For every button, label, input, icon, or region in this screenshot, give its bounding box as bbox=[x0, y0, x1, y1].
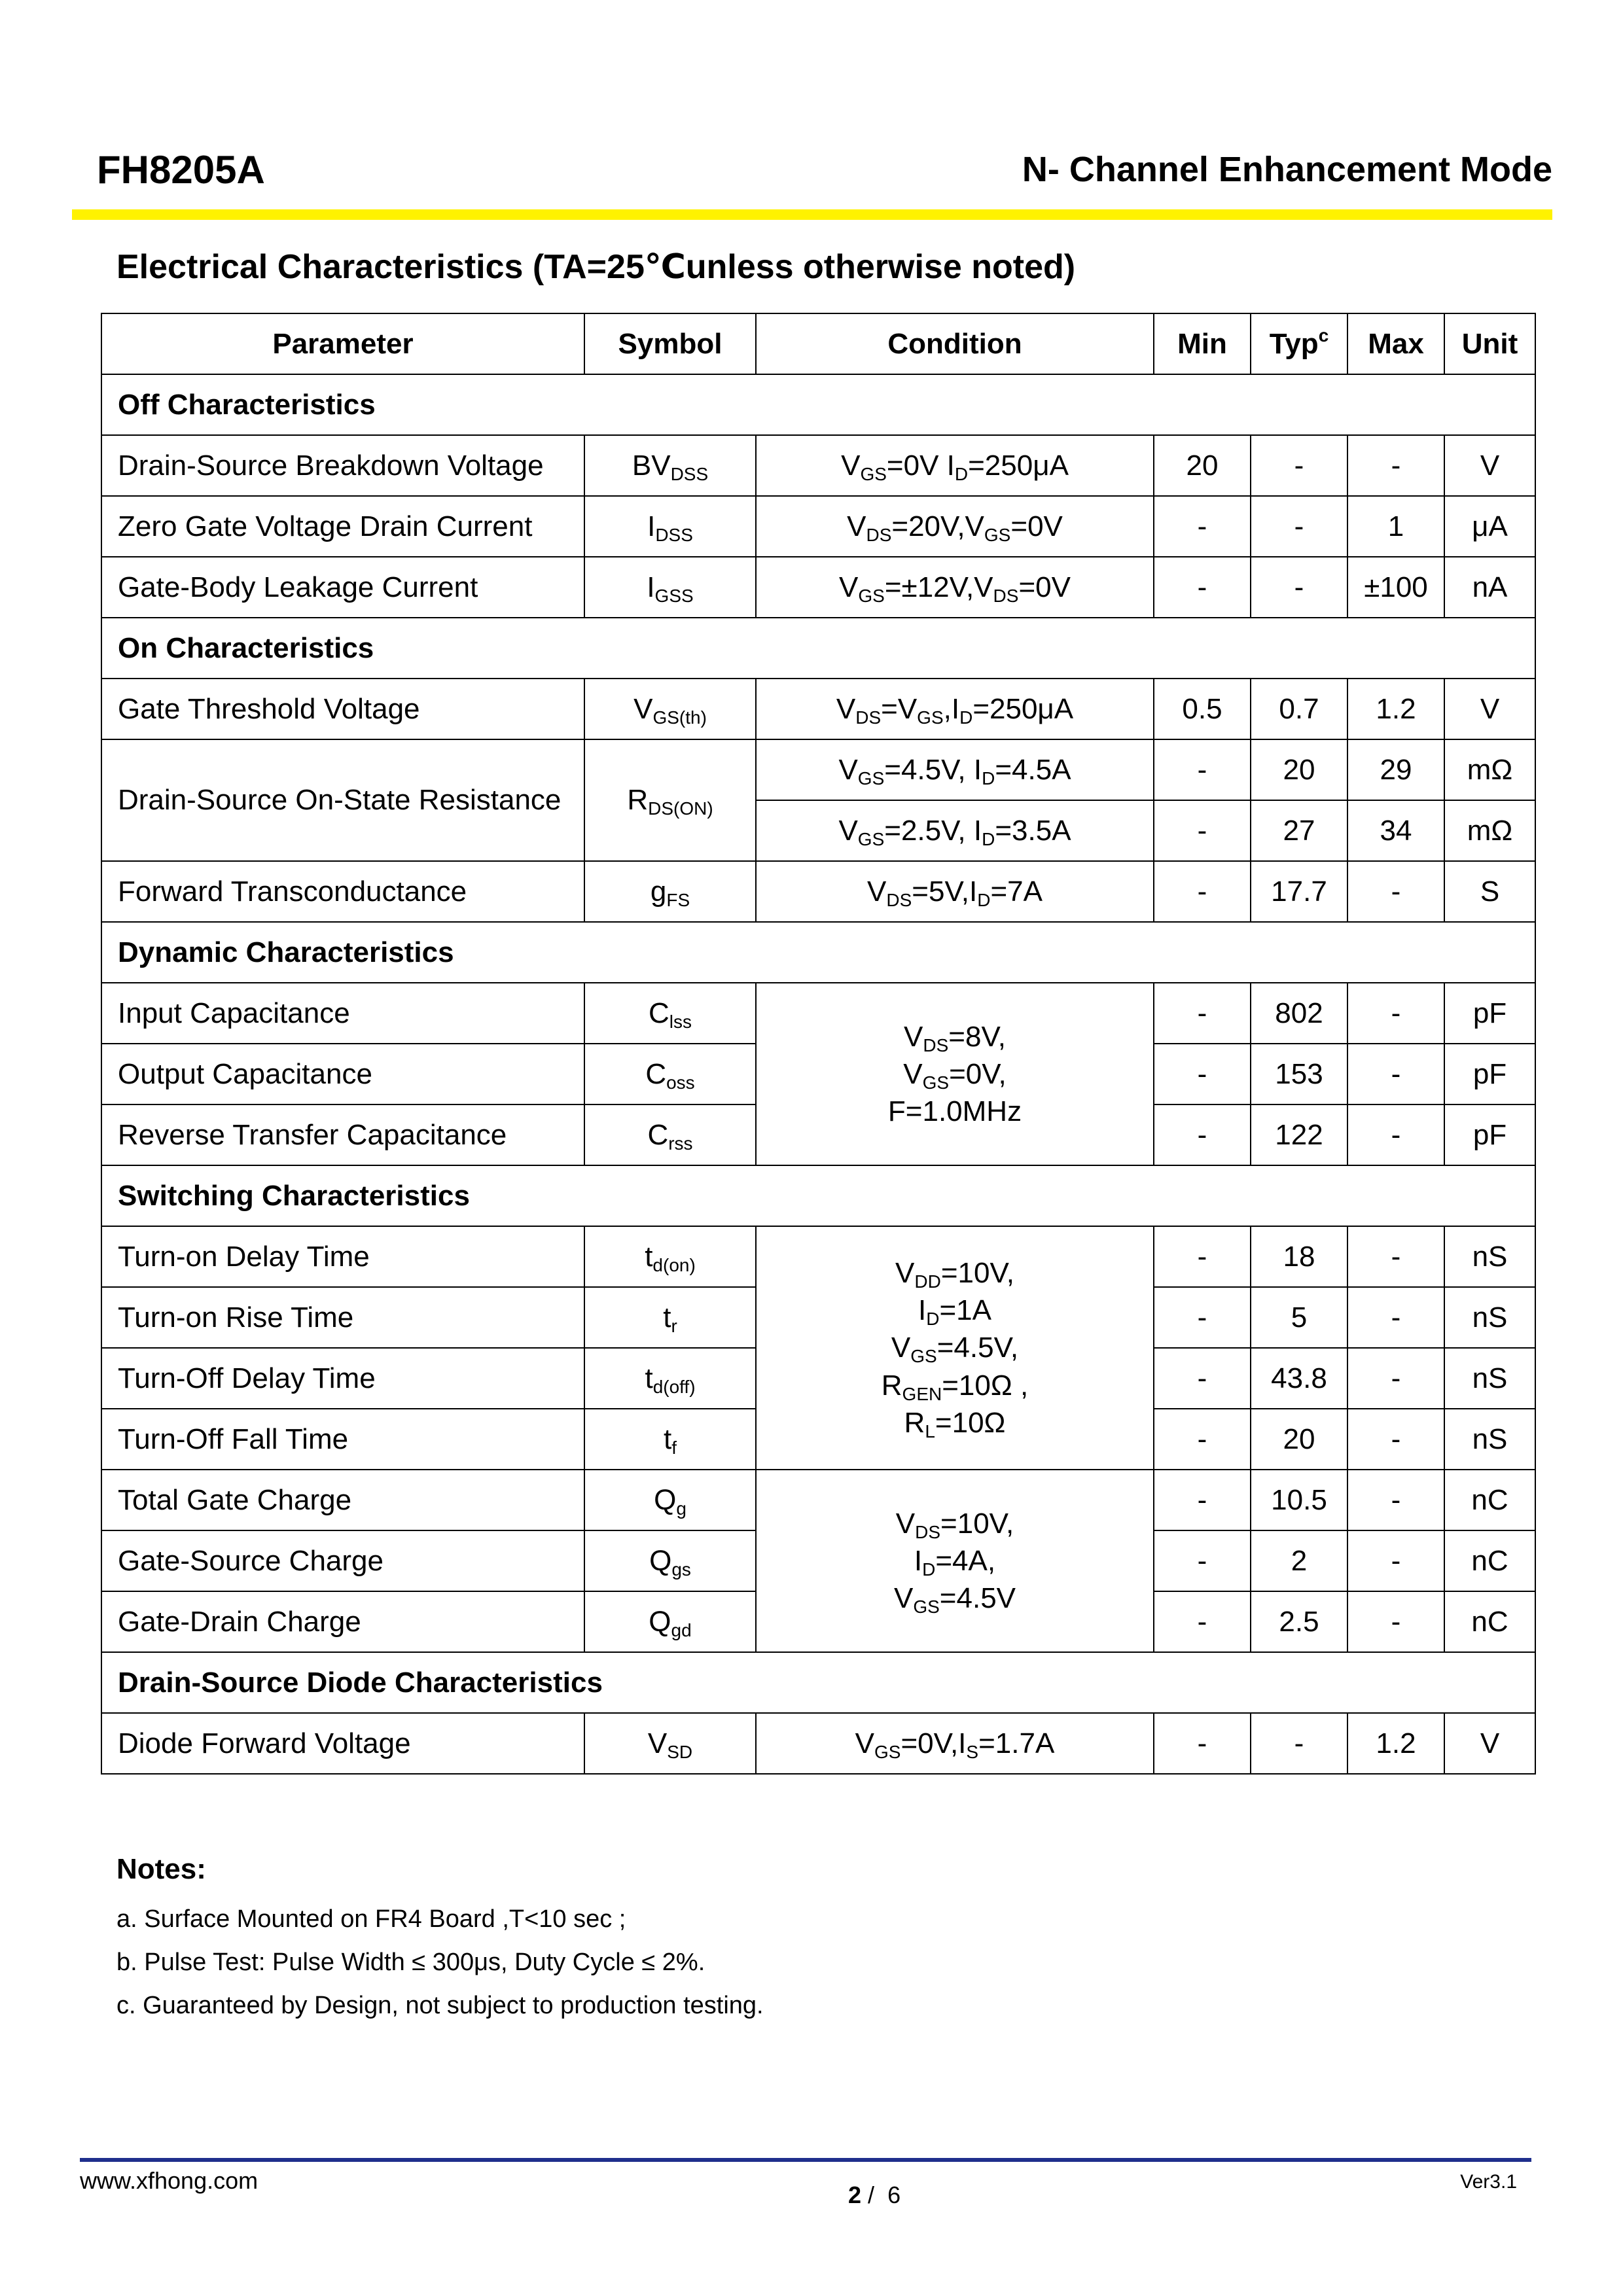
param-cell: Diode Forward Voltage bbox=[101, 1713, 584, 1774]
min-cell: - bbox=[1154, 1287, 1251, 1348]
page-number: 2 / 6 bbox=[848, 2181, 901, 2208]
max-cell: - bbox=[1347, 861, 1444, 922]
max-cell: - bbox=[1347, 1348, 1444, 1409]
symbol-cell: $t_{d(on)}$ bbox=[584, 1226, 756, 1287]
symbol-cell: $C_{oss}$ bbox=[584, 1044, 756, 1104]
typ-cell: 20 bbox=[1251, 739, 1347, 800]
min-cell: - bbox=[1154, 739, 1251, 800]
typ-cell: 10.5 bbox=[1251, 1470, 1347, 1530]
unit-cell: nS bbox=[1444, 1287, 1535, 1348]
unit-cell: V bbox=[1444, 435, 1535, 496]
min-cell: - bbox=[1154, 1104, 1251, 1165]
max-cell: - bbox=[1347, 983, 1444, 1044]
unit-cell: nC bbox=[1444, 1591, 1535, 1652]
table-row bbox=[101, 557, 1535, 618]
header-min: Min bbox=[1154, 313, 1251, 374]
condition-cell: $V_{GS}=\pm 12V,V_{DS}=0V$ bbox=[756, 557, 1154, 618]
param-cell: Gate-Body Leakage Current bbox=[101, 557, 584, 618]
electrical-characteristics-table bbox=[101, 313, 1536, 1775]
symbol-cell: $I_{GSS}$ bbox=[584, 557, 756, 618]
typ-cell: 20 bbox=[1251, 1409, 1347, 1470]
header-condition: Condition bbox=[756, 313, 1154, 374]
max-cell: - bbox=[1347, 1409, 1444, 1470]
param-cell: Drain-Source On-State Resistance bbox=[101, 739, 584, 861]
max-cell: 1.2 bbox=[1347, 1713, 1444, 1774]
min-cell: - bbox=[1154, 1470, 1251, 1530]
device-type: N- Channel Enhancement Mode bbox=[1022, 150, 1552, 189]
param-cell: Gate Threshold Voltage bbox=[101, 679, 584, 739]
min-cell: 0.5 bbox=[1154, 679, 1251, 739]
min-cell: - bbox=[1154, 1348, 1251, 1409]
max-cell: - bbox=[1347, 435, 1444, 496]
max-cell: - bbox=[1347, 1530, 1444, 1591]
unit-cell: V bbox=[1444, 1713, 1535, 1774]
footer-divider bbox=[80, 2158, 1531, 2162]
unit-cell: mΩ bbox=[1444, 800, 1535, 861]
table-row bbox=[101, 435, 1535, 496]
section-dynamic: Dynamic Characteristics bbox=[101, 922, 1535, 983]
typ-cell: - bbox=[1251, 496, 1347, 557]
symbol-cell: $R_{DS(ON)}$ bbox=[584, 739, 756, 861]
typ-cell: 122 bbox=[1251, 1104, 1347, 1165]
section-row bbox=[101, 374, 1535, 435]
symbol-cell: $V_{SD}$ bbox=[584, 1713, 756, 1774]
section-off: Off Characteristics bbox=[101, 374, 1535, 435]
notes bbox=[116, 1853, 764, 2027]
min-cell: - bbox=[1154, 1591, 1251, 1652]
condition-cell: $V_{DS}=V_{GS},I_D=250\mu A$ bbox=[756, 679, 1154, 739]
header-typ: Typ$^c$ bbox=[1251, 313, 1347, 374]
max-cell: 1 bbox=[1347, 496, 1444, 557]
typ-cell: - bbox=[1251, 435, 1347, 496]
symbol-cell: $Q_{gs}$ bbox=[584, 1530, 756, 1591]
note-a: a. Surface Mounted on FR4 Board ,T<10 sec ; bbox=[116, 1905, 626, 1933]
unit-cell: μA bbox=[1444, 496, 1535, 557]
param-cell: Reverse Transfer Capacitance bbox=[101, 1104, 584, 1165]
symbol-cell: $g_{FS}$ bbox=[584, 861, 756, 922]
unit-cell: nC bbox=[1444, 1530, 1535, 1591]
unit-cell: S bbox=[1444, 861, 1535, 922]
symbol-cell: $Q_g$ bbox=[584, 1470, 756, 1530]
section-row bbox=[101, 922, 1535, 983]
condition-cell: $V_{DS}=5V,I_D=7A$ bbox=[756, 861, 1154, 922]
part-number: FH8205A bbox=[97, 148, 265, 192]
table-row bbox=[101, 1226, 1535, 1287]
max-cell: 29 bbox=[1347, 739, 1444, 800]
min-cell: - bbox=[1154, 496, 1251, 557]
section-diode: Drain-Source Diode Characteristics bbox=[101, 1652, 1535, 1713]
param-cell: Turn-on Rise Time bbox=[101, 1287, 584, 1348]
header-unit: Unit bbox=[1444, 313, 1535, 374]
param-cell: Total Gate Charge bbox=[101, 1470, 584, 1530]
condition-cell: $V_{DS}=8V$, $V_{GS}=0V$, F=1.0MHz bbox=[756, 983, 1154, 1165]
param-cell: Turn-on Delay Time bbox=[101, 1226, 584, 1287]
section-row bbox=[101, 1652, 1535, 1713]
typ-cell: - bbox=[1251, 1713, 1347, 1774]
unit-cell: V bbox=[1444, 679, 1535, 739]
condition-cell: $V_{GS}=0V,I_S=1.7A$ bbox=[756, 1713, 1154, 1774]
param-cell: Input Capacitance bbox=[101, 983, 584, 1044]
section-switching: Switching Characteristics bbox=[101, 1165, 1535, 1226]
min-cell: - bbox=[1154, 800, 1251, 861]
max-cell: - bbox=[1347, 1287, 1444, 1348]
symbol-cell: $t_{d(off)}$ bbox=[584, 1348, 756, 1409]
table-row bbox=[101, 1713, 1535, 1774]
max-cell: - bbox=[1347, 1044, 1444, 1104]
version: Ver3.1 bbox=[1460, 2171, 1517, 2193]
min-cell: - bbox=[1154, 1530, 1251, 1591]
param-cell: Output Capacitance bbox=[101, 1044, 584, 1104]
param-cell: Zero Gate Voltage Drain Current bbox=[101, 496, 584, 557]
max-cell: - bbox=[1347, 1470, 1444, 1530]
section-row bbox=[101, 1165, 1535, 1226]
section-on: On Characteristics bbox=[101, 618, 1535, 679]
min-cell: - bbox=[1154, 557, 1251, 618]
symbol-cell: $Q_{gd}$ bbox=[584, 1591, 756, 1652]
max-cell: - bbox=[1347, 1104, 1444, 1165]
min-cell: - bbox=[1154, 1713, 1251, 1774]
max-cell: - bbox=[1347, 1591, 1444, 1652]
typ-cell: 17.7 bbox=[1251, 861, 1347, 922]
section-title: Electrical Characteristics (TA=25℃unless otherwise noted) bbox=[116, 248, 1076, 286]
condition-cell: $V_{DD}=10V$, $I_D=1A$ $V_{GS}=4.5V$, $R_{GEN}=10\Omega$ , $R_L=10\Omega$ bbox=[756, 1226, 1154, 1470]
param-cell: Gate-Source Charge bbox=[101, 1530, 584, 1591]
typ-cell: 0.7 bbox=[1251, 679, 1347, 739]
notes-title: Notes: bbox=[116, 1853, 206, 1885]
symbol-cell: $I_{DSS}$ bbox=[584, 496, 756, 557]
condition-cell: $V_{DS}=20V,V_{GS}=0V$ bbox=[756, 496, 1154, 557]
typ-cell: 153 bbox=[1251, 1044, 1347, 1104]
typ-cell: 802 bbox=[1251, 983, 1347, 1044]
unit-cell: mΩ bbox=[1444, 739, 1535, 800]
max-cell: 1.2 bbox=[1347, 679, 1444, 739]
typ-cell: 5 bbox=[1251, 1287, 1347, 1348]
symbol-cell: $V_{GS(th)}$ bbox=[584, 679, 756, 739]
condition-cell: $V_{GS}=2.5V$, $I_D=3.5A$ bbox=[756, 800, 1154, 861]
condition-cell: $V_{DS}=10V$, $I_D=4A$, $V_{GS}=4.5V$ bbox=[756, 1470, 1154, 1652]
symbol-cell: $t_r$ bbox=[584, 1287, 756, 1348]
symbol-cell: $BV_{DSS}$ bbox=[584, 435, 756, 496]
unit-cell: nS bbox=[1444, 1226, 1535, 1287]
max-cell: ±100 bbox=[1347, 557, 1444, 618]
typ-cell: 27 bbox=[1251, 800, 1347, 861]
param-cell: Gate-Drain Charge bbox=[101, 1591, 584, 1652]
table-row bbox=[101, 739, 1535, 800]
header-symbol: Symbol bbox=[584, 313, 756, 374]
unit-cell: nS bbox=[1444, 1348, 1535, 1409]
condition-cell: $V_{GS}=4.5V$, $I_D=4.5A$ bbox=[756, 739, 1154, 800]
table-row bbox=[101, 861, 1535, 922]
header-divider bbox=[72, 209, 1552, 220]
min-cell: - bbox=[1154, 1226, 1251, 1287]
section-row bbox=[101, 618, 1535, 679]
unit-cell: pF bbox=[1444, 983, 1535, 1044]
min-cell: - bbox=[1154, 1044, 1251, 1104]
unit-cell: nC bbox=[1444, 1470, 1535, 1530]
condition-cell: $V_{GS}=0V$ $I_D=250\mu A$ bbox=[756, 435, 1154, 496]
note-c: c. Guaranteed by Design, not subject to production testing. bbox=[116, 1992, 764, 2019]
symbol-cell: $C_{rss}$ bbox=[584, 1104, 756, 1165]
unit-cell: pF bbox=[1444, 1044, 1535, 1104]
param-cell: Turn-Off Delay Time bbox=[101, 1348, 584, 1409]
typ-cell: - bbox=[1251, 557, 1347, 618]
min-cell: - bbox=[1154, 983, 1251, 1044]
note-b: b. Pulse Test: Pulse Width ≤ 300μs, Duty Cycle ≤ 2%. bbox=[116, 1949, 705, 1976]
min-cell: 20 bbox=[1154, 435, 1251, 496]
typ-cell: 2.5 bbox=[1251, 1591, 1347, 1652]
header-max: Max bbox=[1347, 313, 1444, 374]
table-row bbox=[101, 983, 1535, 1044]
table-row bbox=[101, 679, 1535, 739]
typ-cell: 2 bbox=[1251, 1530, 1347, 1591]
unit-cell: nA bbox=[1444, 557, 1535, 618]
typ-cell: 18 bbox=[1251, 1226, 1347, 1287]
table-row bbox=[101, 1470, 1535, 1530]
unit-cell: pF bbox=[1444, 1104, 1535, 1165]
param-cell: Drain-Source Breakdown Voltage bbox=[101, 435, 584, 496]
table-header-row bbox=[101, 313, 1535, 374]
unit-cell: nS bbox=[1444, 1409, 1535, 1470]
symbol-cell: $C_{lss}$ bbox=[584, 983, 756, 1044]
max-cell: - bbox=[1347, 1226, 1444, 1287]
symbol-cell: $t_f$ bbox=[584, 1409, 756, 1470]
max-cell: 34 bbox=[1347, 800, 1444, 861]
param-cell: Forward Transconductance bbox=[101, 861, 584, 922]
header-parameter: Parameter bbox=[101, 313, 584, 374]
min-cell: - bbox=[1154, 861, 1251, 922]
table-row bbox=[101, 496, 1535, 557]
typ-cell: 43.8 bbox=[1251, 1348, 1347, 1409]
footer-url: www.xfhong.com bbox=[80, 2167, 259, 2194]
min-cell: - bbox=[1154, 1409, 1251, 1470]
param-cell: Turn-Off Fall Time bbox=[101, 1409, 584, 1470]
